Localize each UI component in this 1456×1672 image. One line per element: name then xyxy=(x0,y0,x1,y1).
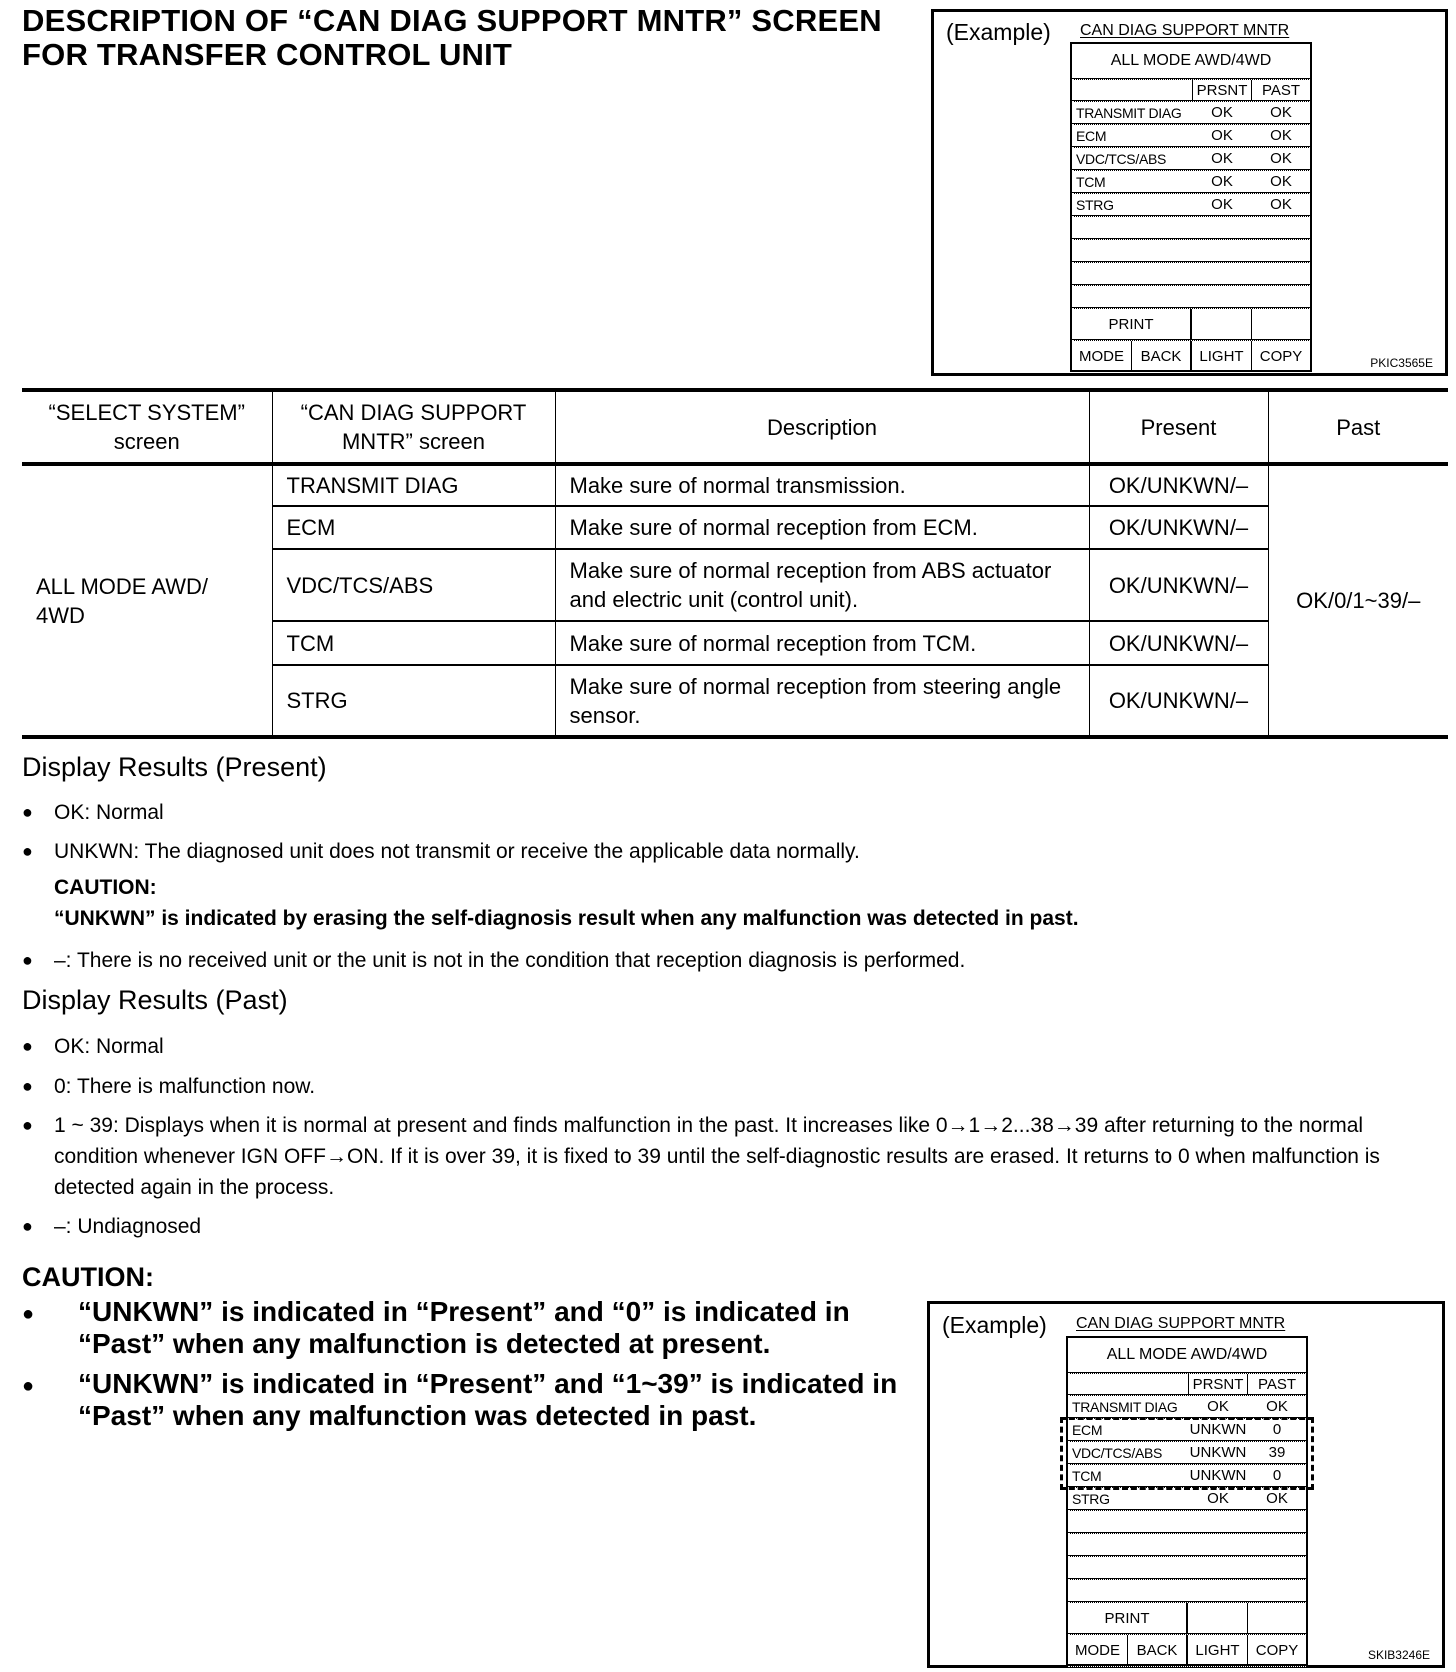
screen-row[interactable]: TRANSMIT DIAG OK OK xyxy=(1068,1396,1306,1419)
present-cell: OK/UNKWN/– xyxy=(1089,621,1268,665)
header-past: Past xyxy=(1268,390,1448,464)
description-cell: Make sure of normal reception from steering angle sensor. xyxy=(555,665,1089,737)
example-screen-figure-bottom xyxy=(927,1301,1445,1668)
screen-empty-row xyxy=(1068,1534,1306,1557)
can-diag-description-table xyxy=(22,388,1448,739)
figure-id: SKIB3246E xyxy=(1367,1648,1430,1662)
print-button[interactable]: PRINT xyxy=(1068,1603,1188,1633)
screen-system-row xyxy=(1068,1338,1306,1374)
mode-button[interactable]: MODE xyxy=(1068,1635,1128,1665)
bullet-icon: ● xyxy=(22,802,33,822)
bullet-icon: ● xyxy=(22,1115,33,1135)
screen-empty-row xyxy=(1072,286,1310,309)
caution-item: ● “UNKWN” is indicated in “Present” and “1~39” is indicated in “Past” when any malfunction was detected in past. xyxy=(22,1368,898,1431)
present-cell: OK/UNKWN/– xyxy=(1089,506,1268,549)
consult-screen xyxy=(1070,42,1312,372)
past-item: ● OK: Normal xyxy=(22,1031,1442,1062)
mode-button[interactable]: MODE xyxy=(1072,341,1132,371)
screen-row[interactable]: ECM UNKWN 0 xyxy=(1068,1419,1306,1442)
back-button[interactable]: BACK xyxy=(1128,1635,1188,1665)
screen-header-row xyxy=(1072,80,1310,102)
screen-empty-row xyxy=(1068,1557,1306,1580)
present-caution-label: CAUTION: xyxy=(54,876,157,899)
item-cell: STRG xyxy=(272,665,555,737)
example-label: (Example) xyxy=(942,1312,1047,1338)
present-cell: OK/UNKWN/– xyxy=(1089,665,1268,737)
present-cell: OK/UNKWN/– xyxy=(1089,464,1268,506)
past-item: ● 1 ~ 39: Displays when it is normal at present and finds malfunction in the past. It increases like 0→1→2...38→39 after returning to the normal condition whenever IGN OFF→ON. If it is over 39, it is fixed to 39 until the self-diagnostic results are erased. It returns to 0 when malfunction is detected again in the process. xyxy=(22,1110,1448,1205)
present-item: ● –: There is no received unit or the unit is not in the condition that reception diagnosis is performed. xyxy=(22,945,1442,976)
page-title-line-2: FOR TRANSFER CONTROL UNIT xyxy=(22,37,513,72)
caution-item: ● “UNKWN” is indicated in “Present” and “0” is indicated in “Past” when any malfunction is detected at present. xyxy=(22,1296,850,1359)
system-cell: ALL MODE AWD/ 4WD xyxy=(22,464,272,737)
screen-button-row xyxy=(1072,341,1310,371)
highlight-dashed-box xyxy=(1060,1417,1314,1490)
col-past: PAST xyxy=(1257,1375,1297,1393)
present-cell: OK/UNKWN/– xyxy=(1089,549,1268,621)
header-select-system: “SELECT SYSTEM” screen xyxy=(22,390,272,464)
screen-row[interactable]: STRG OK OK xyxy=(1068,1488,1306,1511)
screen-title: CAN DIAG SUPPORT MNTR xyxy=(1076,1315,1286,1332)
present-caution-text: “UNKWN” is indicated by erasing the self-diagnosis result when any malfunction was detected in past. xyxy=(54,907,1079,930)
table-header-row xyxy=(22,390,1448,464)
header-can-diag-screen: “CAN DIAG SUPPORT MNTR” screen xyxy=(272,390,555,464)
screen-empty-row xyxy=(1072,263,1310,286)
screen-empty-row xyxy=(1068,1580,1306,1603)
bullet-icon: ● xyxy=(22,841,33,861)
screen-row[interactable]: ECM OK OK xyxy=(1072,125,1310,148)
print-button[interactable]: PRINT xyxy=(1072,309,1192,339)
screen-row[interactable]: VDC/TCS/ABS OK OK xyxy=(1072,148,1310,171)
figure-id: PKIC3565E xyxy=(1370,356,1433,370)
screen-system-name: ALL MODE AWD/4WD xyxy=(1106,1346,1268,1363)
screen-row[interactable]: STRG OK OK xyxy=(1072,194,1310,217)
past-cell: OK/0/1~39/– xyxy=(1268,464,1448,737)
item-cell: ECM xyxy=(272,506,555,549)
bullet-icon: ● xyxy=(22,950,33,970)
light-button[interactable]: LIGHT xyxy=(1192,341,1252,371)
example-label: (Example) xyxy=(946,19,1051,45)
caution-heading: CAUTION: xyxy=(22,1262,154,1292)
page-title xyxy=(22,4,922,72)
col-present: PRSNT xyxy=(1192,80,1252,100)
past-results-heading: Display Results (Past) xyxy=(22,985,288,1015)
col-present: PRSNT xyxy=(1188,1374,1248,1394)
copy-button[interactable]: COPY xyxy=(1259,347,1303,365)
screen-title: CAN DIAG SUPPORT MNTR xyxy=(1080,22,1290,39)
screen-print-row xyxy=(1068,1603,1306,1635)
table-row xyxy=(22,464,1448,506)
present-results-heading: Display Results (Present) xyxy=(22,752,327,782)
bullet-icon: ● xyxy=(22,1216,33,1236)
page-title-line-1: DESCRIPTION OF “CAN DIAG SUPPORT MNTR” SCREEN xyxy=(22,3,882,38)
screen-header-row xyxy=(1068,1374,1306,1396)
item-cell: TRANSMIT DIAG xyxy=(272,464,555,506)
back-button[interactable]: BACK xyxy=(1132,341,1192,371)
screen-row[interactable]: VDC/TCS/ABS UNKWN 39 xyxy=(1068,1442,1306,1465)
col-past: PAST xyxy=(1261,81,1301,99)
screen-system-row xyxy=(1072,44,1310,80)
screen-system-name: ALL MODE AWD/4WD xyxy=(1110,52,1272,69)
screen-empty-row xyxy=(1068,1511,1306,1534)
present-item: ● OK: Normal xyxy=(22,797,1442,828)
screen-row[interactable]: TCM OK OK xyxy=(1072,171,1310,194)
bullet-icon: ● xyxy=(22,1036,33,1056)
screen-empty-row xyxy=(1072,240,1310,263)
screen-button-row xyxy=(1068,1635,1306,1665)
light-button[interactable]: LIGHT xyxy=(1188,1635,1248,1665)
bullet-icon: ● xyxy=(22,1076,33,1096)
example-screen-figure-top xyxy=(931,9,1448,376)
screen-row[interactable]: TRANSMIT DIAG OK OK xyxy=(1072,102,1310,125)
consult-screen xyxy=(1066,1336,1308,1666)
description-cell: Make sure of normal transmission. xyxy=(555,464,1089,506)
screen-print-row xyxy=(1072,309,1310,341)
past-item: ● –: Undiagnosed xyxy=(22,1211,1442,1242)
screen-empty-row xyxy=(1072,217,1310,240)
item-cell: VDC/TCS/ABS xyxy=(272,549,555,621)
screen-row[interactable]: TCM UNKWN 0 xyxy=(1068,1465,1306,1488)
description-cell: Make sure of normal reception from ECM. xyxy=(555,506,1089,549)
past-item: ● 0: There is malfunction now. xyxy=(22,1071,1442,1102)
header-description: Description xyxy=(555,390,1089,464)
description-cell: Make sure of normal reception from ABS actuator and electric unit (control unit). xyxy=(555,549,1089,621)
bullet-icon: ● xyxy=(22,1303,35,1325)
present-item: ● UNKWN: The diagnosed unit does not transmit or receive the applicable data normally. xyxy=(22,836,1442,867)
bullet-icon: ● xyxy=(22,1375,35,1397)
item-cell: TCM xyxy=(272,621,555,665)
header-present: Present xyxy=(1089,390,1268,464)
copy-button[interactable]: COPY xyxy=(1255,1641,1299,1659)
description-cell: Make sure of normal reception from TCM. xyxy=(555,621,1089,665)
